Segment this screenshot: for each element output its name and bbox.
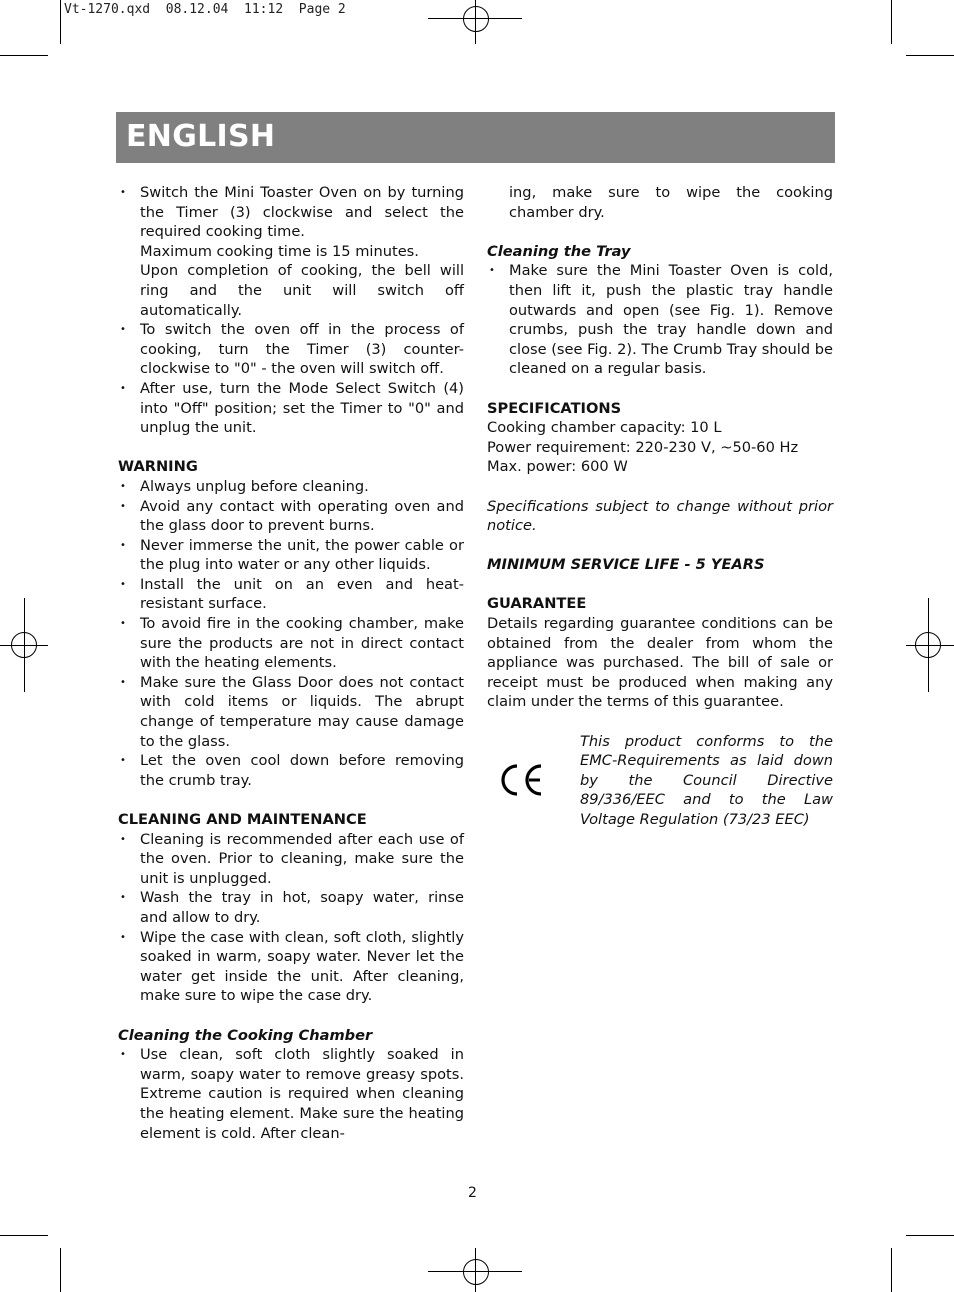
list-item: • To avoid fire in the cooking chamber, make sure the products are not in direct contact with the heating elements. [118, 614, 464, 673]
list-item: • Wipe the case with clean, soft cloth, slightly soaked in warm, soapy water. Never let the water get inside the unit. After cleaning, make sure to wipe the case dry. [118, 928, 464, 1006]
guarantee-text: Details regarding guarantee conditions can be obtained from the dealer from whom the appliance was purchased. The bill of sale or receipt must be produced when making any claim under the terms of this guarantee. [487, 615, 833, 711]
crop-mark [60, 1248, 61, 1292]
crop-mark [891, 0, 892, 44]
list-item-continued: ing, make sure to wipe the cooking chamber dry. [509, 184, 833, 221]
spec-note: Specifications subject to change without prior notice. [487, 497, 833, 535]
list-item: • Use clean, soft cloth slightly soaked in warm, soapy water to remove greasy spots. Extreme caution is required when cleaning the heating element. Make sure the heating element is cold. After clean- [118, 1045, 464, 1143]
list-item: • Avoid any contact with operating oven and the glass door to prevent burns. [118, 497, 464, 536]
warning-list [118, 477, 464, 791]
list-item: • Let the oven cool down before removing the crumb tray. [118, 751, 464, 790]
specifications-heading: SPECIFICATIONS [487, 399, 622, 417]
spec-line: Max. power: 600 W [487, 458, 628, 476]
operation-list [118, 183, 464, 438]
ce-section [487, 732, 833, 832]
ce-statement: This product conforms to the EMC-Requirements as laid down by the Council Directive 89/336/EEC and to the Law Voltage Regulation (73/23 EEC) [580, 732, 833, 828]
chamber-list [118, 1045, 464, 1143]
language-banner [116, 112, 835, 163]
left-column [118, 183, 464, 1143]
list-item: • Install the unit on an even and heat-resistant surface. [118, 575, 464, 614]
warning-heading: WARNING [118, 458, 198, 476]
tray-heading: Cleaning the Tray [487, 242, 631, 260]
list-item: • Make sure the Mini Toaster Oven is cold, then lift it, push the plastic tray handle outwards and open (see Fig. 1). Remove crumbs, push the tray handle down and close (see Fig. 2). The Crumb Tray should be cleaned on a regular basis. [487, 261, 833, 379]
tray-list [487, 261, 833, 379]
spec-line: Power requirement: 220-230 V, ~50-60 Hz [487, 438, 799, 456]
list-item: • Always unplug before cleaning. [118, 477, 464, 497]
crop-mark [60, 0, 61, 44]
cleaning-heading: CLEANING AND MAINTENANCE [118, 811, 367, 828]
crop-mark [906, 55, 954, 56]
list-item: • Cleaning is recommended after each use of the oven. Prior to cleaning, make sure the unit is unplugged. [118, 830, 464, 889]
list-item: • Switch the Mini Toaster Oven on by turning the Timer (3) clockwise and select the required cooking time. Maximum cooking time is 15 minutes. Upon completion of cooking, the bell will ring and the unit will switch off automatically. [118, 183, 464, 320]
banner-title: ENGLISH [126, 119, 276, 154]
right-column [487, 183, 833, 832]
continued-list [487, 183, 833, 222]
list-item: • To switch the oven off in the process of cooking, turn the Timer (3) counter-clockwise to "0" - the oven will switch off. [118, 320, 464, 379]
crop-mark [906, 1235, 954, 1236]
guarantee-heading: GUARANTEE [487, 595, 587, 613]
ce-mark-icon [499, 762, 545, 798]
crop-mark [891, 1248, 892, 1292]
crop-mark [0, 1235, 48, 1236]
chamber-heading: Cleaning the Cooking Chamber [118, 1026, 373, 1044]
page-number: 2 [468, 1185, 477, 1201]
cleaning-list [118, 830, 464, 1006]
list-item: • Wash the tray in hot, soapy water, rinse and allow to dry. [118, 888, 464, 927]
service-life: MINIMUM SERVICE LIFE - 5 YEARS [487, 556, 765, 574]
crop-mark [0, 55, 48, 56]
list-item: • Make sure the Glass Door does not contact with cold items or liquids. The abrupt change of temperature may cause damage to the glass. [118, 673, 464, 751]
spec-line: Cooking chamber capacity: 10 L [487, 419, 722, 437]
list-item: • After use, turn the Mode Select Switch (4) into "Off" position; set the Timer to "0" and unplug the unit. [118, 379, 464, 438]
file-slug: Vt-1270.qxd 08.12.04 11:12 Page 2 [64, 2, 346, 17]
list-item: • Never immerse the unit, the power cable or the plug into water or any other liquids. [118, 536, 464, 575]
